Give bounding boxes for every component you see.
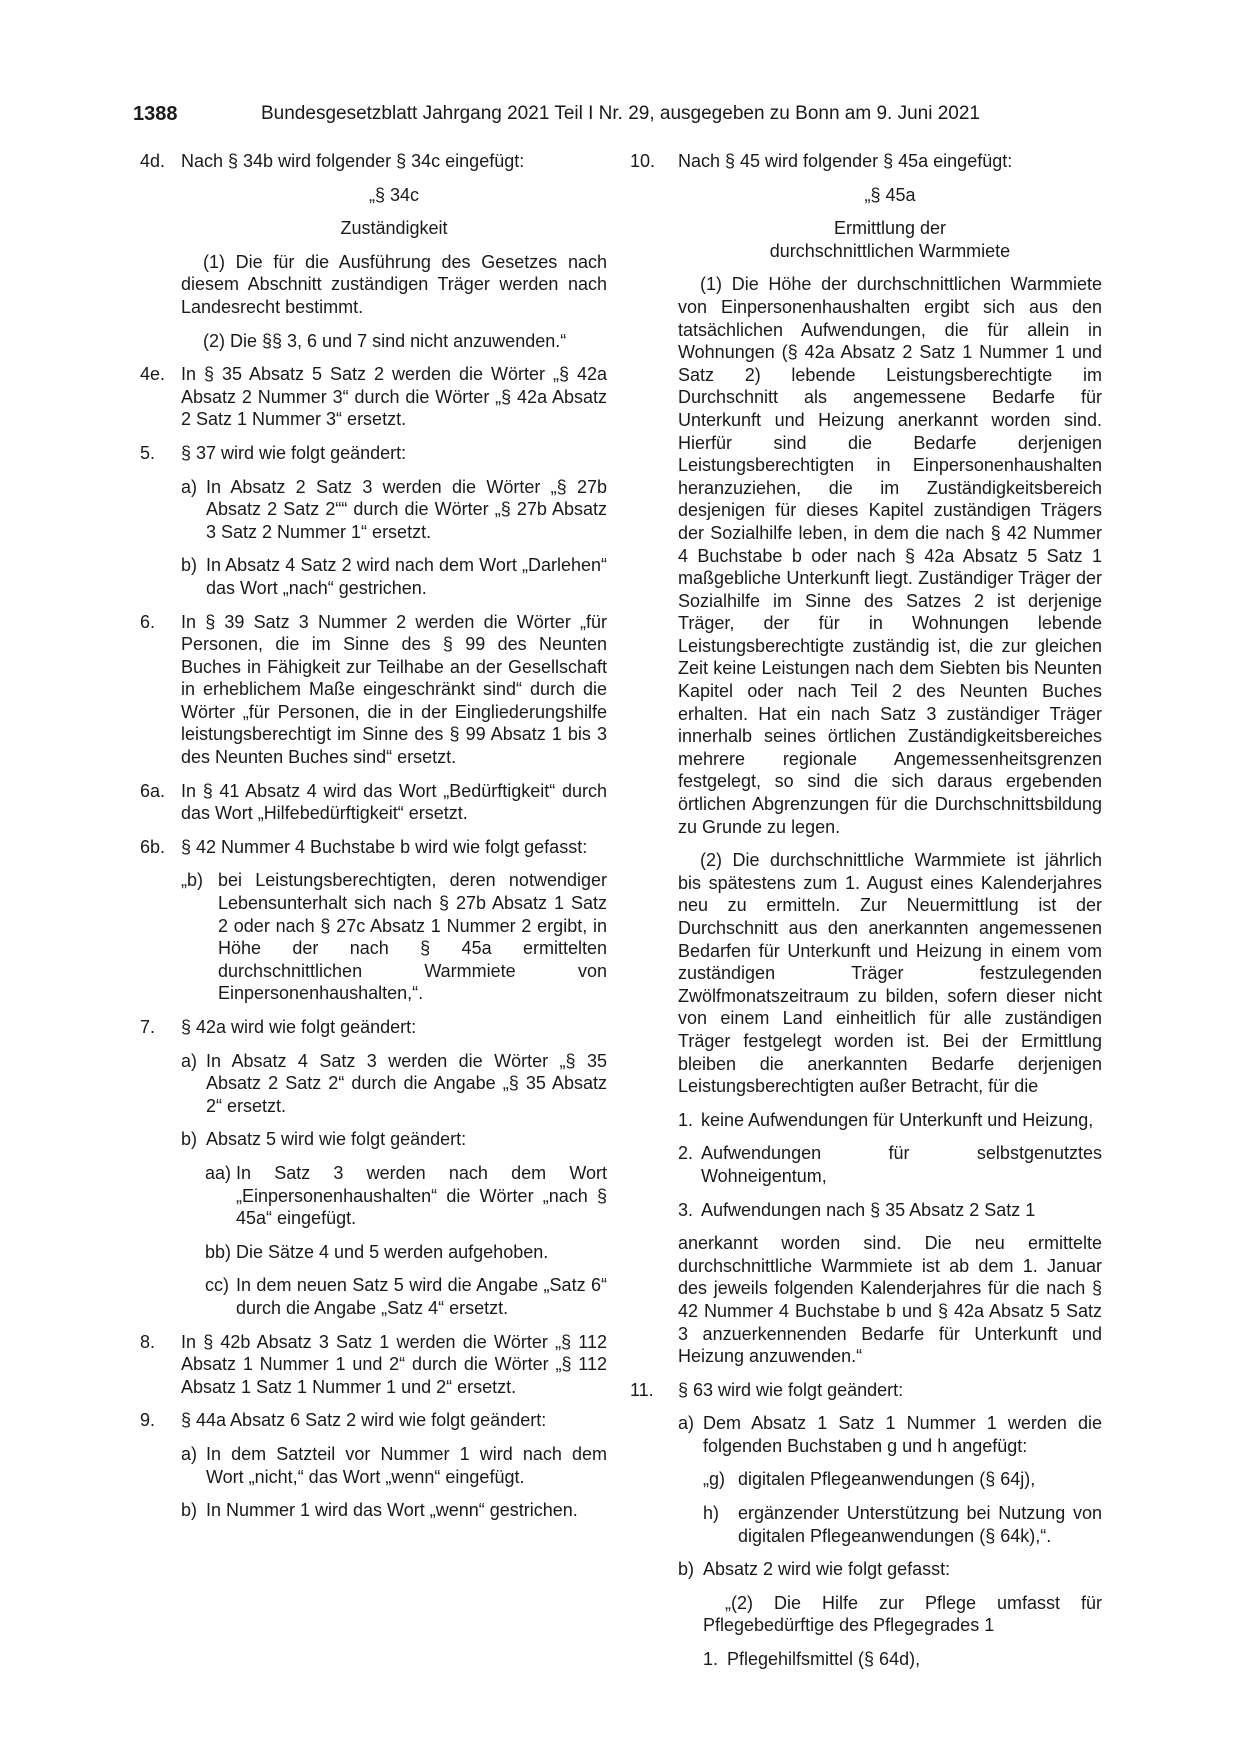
- item-number: h): [703, 1503, 720, 1524]
- item-text: § 63 wird wie folgt geändert:: [678, 1379, 904, 1400]
- sub-sub-item: [205, 1274, 607, 1319]
- list-item: [140, 1016, 607, 1039]
- item-text: § 37 wird wie folgt geändert:: [181, 442, 407, 463]
- item-text: In § 35 Absatz 5 Satz 2 werden die Wörter „§ 42a Absatz 2 Nummer 3“ durch die Wörter „§ 42a Absatz 2 Satz 1 Nummer 3“ ersetzt.: [181, 364, 607, 430]
- item-number: 8.: [140, 1331, 156, 1352]
- item-text: In Absatz 4 Satz 3 werden die Wörter „§ 35 Absatz 2 Satz 2“ durch die Angabe „§ 35 Absatz 2“ ersetzt.: [206, 1050, 607, 1116]
- section-title-line2: durchschnittlichen Warmmiete: [769, 240, 1011, 261]
- item-text: Pflegehilfsmittel (§ 64d),: [727, 1649, 921, 1670]
- item-text: In § 41 Absatz 4 wird das Wort „Bedürftigkeit“ durch das Wort „Hilfebedürftigkeit“ ersetzt.: [181, 780, 607, 824]
- item-number: „b): [181, 870, 203, 891]
- paragraph: „(2) Die Hilfe zur Pflege umfasst für Pflegebedürftige des Pflegegrades 1: [703, 1592, 1102, 1636]
- item-text: Nach § 45 wird folgender § 45a eingefügt:: [678, 151, 1013, 171]
- item-text: In Absatz 4 Satz 2 wird nach dem Wort „Darlehen“ das Wort „nach“ gestrichen.: [206, 555, 607, 598]
- list-item: [140, 442, 607, 465]
- item-text: In dem Satzteil vor Nummer 1 wird nach dem Wort „nicht,“ das Wort „wenn“ eingefügt.: [206, 1443, 607, 1487]
- item-number: a): [678, 1413, 695, 1434]
- list-item: [630, 1379, 1102, 1402]
- item-text: Nach § 34b wird folgender § 34c eingefügt:: [181, 151, 525, 171]
- item-number: b): [181, 1129, 198, 1150]
- section-title: Zuständigkeit: [340, 218, 448, 239]
- sub-item: [181, 1499, 607, 1522]
- section-heading: „§ 34c: [368, 184, 420, 205]
- item-text: § 42 Nummer 4 Buchstabe b wird wie folgt gefasst:: [181, 836, 588, 857]
- item-number: 11.: [630, 1379, 654, 1400]
- page-header: [133, 99, 1111, 129]
- item-text: In § 42b Absatz 3 Satz 1 werden die Wörter „§ 112 Absatz 1 Nummer 1 und 2“ durch die Wörter „§ 112 Absatz 1 Satz 1 Nummer 1 und 2“ ersetzt.: [181, 1331, 607, 1397]
- paragraph: (1) Die für die Ausführung des Gesetzes nach diesem Abschnitt zuständigen Träger werden nach Landesrecht bestimmt.: [181, 251, 607, 317]
- item-number: 5.: [140, 442, 156, 463]
- list-item: [140, 1331, 607, 1399]
- item-number: b): [181, 555, 198, 576]
- sub-item: [181, 1128, 607, 1151]
- paragraph: (1) Die Höhe der durchschnittlichen Warmmiete von Einpersonenhaushalten ergibt sich aus den tatsächlichen Aufwendungen, die für allein in Wohnungen (§ 42a Absatz 2 Satz 1 Nummer 1 und Satz 2) lebende Leistungsberechtigte im Durchschnitt als angemessene Bedarfe für Unterkunft und Heizung anerkannt worden sind. Hierfür sind die Bedarfe derjenigen Leistungsberechtigten in Einpersonenhaushalten heranzuziehen, die im Zuständigkeitsbereich desjenigen für dieses Kapitel zuständigen Trägers der Sozialhilfe leben, in dem die nach § 42 Nummer 4 Buchstabe b oder nach § 42a Absatz 5 Satz 1 maßgebliche Unterkunft liegt. Zuständiger Träger der Sozialhilfe im Sinne des Satzes 2 ist derjenige Träger, der für in Wohnungen lebende Leistungsberechtigte zuständig ist, die zur gleichen Zeit keine Leistungen nach dem Siebten bis Neunten Kapitel oder nach Teil 2 des Neunten Buches erhalten. Hat ein nach Satz 3 zuständiger Träger innerhalb seines örtlichen Zuständigkeitsbereiches mehrere regionale Angemessenheitsgrenzen festgelegt, so sind die sich daraus ergebenden örtlichen Abgrenzungen für die Durchschnittsbildung zu Grunde zu legen.: [678, 274, 1102, 837]
- section-title: Ermittlung der: [833, 218, 947, 239]
- sub-item: [678, 1412, 1102, 1457]
- quoted-sub-item: [703, 1502, 1102, 1547]
- item-text: § 42a wird wie folgt geändert:: [181, 1017, 417, 1037]
- item-number: 7.: [140, 1017, 156, 1037]
- item-text: keine Aufwendungen für Unterkunft und Heizung,: [701, 1109, 1094, 1130]
- numbered-item: [678, 1199, 1102, 1222]
- item-number: a): [181, 1443, 198, 1464]
- list-item: [140, 836, 607, 859]
- item-number: aa): [205, 1162, 232, 1183]
- numbered-item: [678, 1109, 1102, 1132]
- item-text: Absatz 2 wird wie folgt gefasst:: [703, 1559, 951, 1580]
- item-number: 1.: [703, 1649, 719, 1670]
- item-number: 6b.: [140, 836, 166, 857]
- item-text: In Nummer 1 wird das Wort „wenn“ gestrichen.: [206, 1500, 578, 1521]
- paragraph: (2) Die durchschnittliche Warmmiete ist jährlich bis spätestens zum 1. August eines Kalenderjahres neu zu ermitteln. Zur Neuermittlung ist der Durchschnitt aus den anerkannten angemessenen Bedarfen für Unterkunft und Heizung in einem vom zuständigen Träger festzulegenden Zwölfmonatszeitraum zu bilden, sofern dieser nicht von einem Land einheitlich für alle zuständigen Träger festgelegt worden ist. Bei der Ermittlung bleiben die anerkannten Bedarfe derjenigen Leistungsberechtigten außer Betracht, für die: [678, 850, 1102, 1097]
- item-text: Aufwendungen nach § 35 Absatz 2 Satz 1: [701, 1199, 1036, 1220]
- item-text: bei Leistungsberechtigten, deren notwendiger Lebensunterhalt sich nach § 27b Absatz 1 Satz 2 oder nach § 27c Absatz 1 Nummer 2 ergibt, in Höhe der nach § 45a ermittelten durchschnittlichen Warmmiete von Einpersonenhaushalten,“.: [218, 870, 607, 1004]
- item-text: In § 39 Satz 3 Nummer 2 werden die Wörter „für Personen, die im Sinne des § 99 des Neunten Buches in Fähigkeit zur Teilhabe an der Gesellschaft in erheblichem Maße eingeschränkt sind“ durch die Wörter „für Personen, die in der Eingliederungshilfe leistungsberechtigt im Sinne des § 99 Absatz 1 bis 3 des Neunten Buches sind“ ersetzt.: [181, 611, 607, 768]
- item-text: In Absatz 2 Satz 3 werden die Wörter „§ 27b Absatz 2 Satz 2““ durch die Wörter „§ 27b Absatz 3 Satz 2 Nummer 1“ ersetzt.: [206, 476, 607, 542]
- item-number: bb): [205, 1241, 232, 1262]
- item-number: 4d.: [140, 151, 166, 171]
- left-column: [140, 150, 607, 1533]
- item-text: Die Sätze 4 und 5 werden aufgehoben.: [236, 1241, 549, 1262]
- item-number: a): [181, 476, 198, 497]
- sub-sub-item: [205, 1241, 607, 1264]
- item-number: 6.: [140, 611, 156, 632]
- sub-item: [181, 1443, 607, 1488]
- item-text: Aufwendungen für selbstgenutztes Wohneigentum,: [701, 1143, 1102, 1186]
- item-number: a): [181, 1050, 198, 1071]
- section-heading: „§ 45a: [864, 184, 916, 205]
- sub-sub-item: [205, 1162, 607, 1230]
- item-text: Dem Absatz 1 Satz 1 Nummer 1 werden die folgenden Buchstaben g und h angefügt:: [703, 1413, 1102, 1456]
- item-text: ergänzender Unterstützung bei Nutzung von digitalen Pflegeanwendungen (§ 64k),“.: [738, 1503, 1102, 1546]
- list-item: [140, 780, 607, 825]
- sub-item: [181, 1050, 607, 1118]
- item-number: 3.: [678, 1199, 694, 1220]
- page-number: 1388: [133, 103, 178, 125]
- item-text: In dem neuen Satz 5 wird die Angabe „Satz 6“ durch die Angabe „Satz 4“ ersetzt.: [236, 1275, 607, 1318]
- item-text: Absatz 5 wird wie folgt geändert:: [206, 1129, 467, 1150]
- list-item: [630, 150, 1102, 173]
- item-text: digitalen Pflegeanwendungen (§ 64j),: [738, 1469, 1036, 1490]
- item-number: 6a.: [140, 780, 166, 801]
- item-number: b): [678, 1559, 695, 1580]
- quoted-sub-item: [703, 1468, 1102, 1491]
- paragraph: anerkannt worden sind. Die neu ermittelte durchschnittliche Warmmiete ist ab dem 1. Januar des jeweils folgenden Kalenderjahres für die nach § 42 Nummer 4 Buchstabe b und § 42a Absatz 5 Satz 3 anzuerkennenden Bedarfe für Unterkunft und Heizung anzuwenden.“: [678, 1233, 1102, 1367]
- sub-item: [678, 1558, 1102, 1581]
- right-column: [630, 150, 1102, 1682]
- numbered-item: [678, 1142, 1102, 1187]
- item-number: 9.: [140, 1410, 156, 1431]
- item-number: b): [181, 1500, 198, 1521]
- item-number: cc): [205, 1275, 229, 1296]
- numbered-item: [703, 1648, 1102, 1671]
- item-number: 2.: [678, 1143, 694, 1164]
- item-number: 10.: [630, 151, 656, 171]
- item-number: „g): [703, 1469, 725, 1490]
- sub-item: [181, 554, 607, 599]
- quoted-sub-item: [181, 869, 607, 1005]
- list-item: [140, 1409, 607, 1432]
- list-item: [140, 363, 607, 431]
- running-title: Bundesgesetzblatt Jahrgang 2021 Teil I Nr. 29, ausgegeben zu Bonn am 9. Juni 2021: [261, 103, 980, 124]
- item-number: 4e.: [140, 364, 166, 385]
- list-item: [140, 150, 607, 173]
- sub-item: [181, 476, 607, 544]
- item-number: 1.: [678, 1109, 694, 1130]
- item-text: § 44a Absatz 6 Satz 2 wird wie folgt geändert:: [181, 1410, 547, 1431]
- item-text: In Satz 3 werden nach dem Wort „Einpersonenhaushalten“ die Wörter „nach § 45a“ eingefügt.: [236, 1162, 607, 1229]
- list-item: [140, 611, 607, 769]
- paragraph: (2) Die §§ 3, 6 und 7 sind nicht anzuwenden.“: [203, 330, 567, 351]
